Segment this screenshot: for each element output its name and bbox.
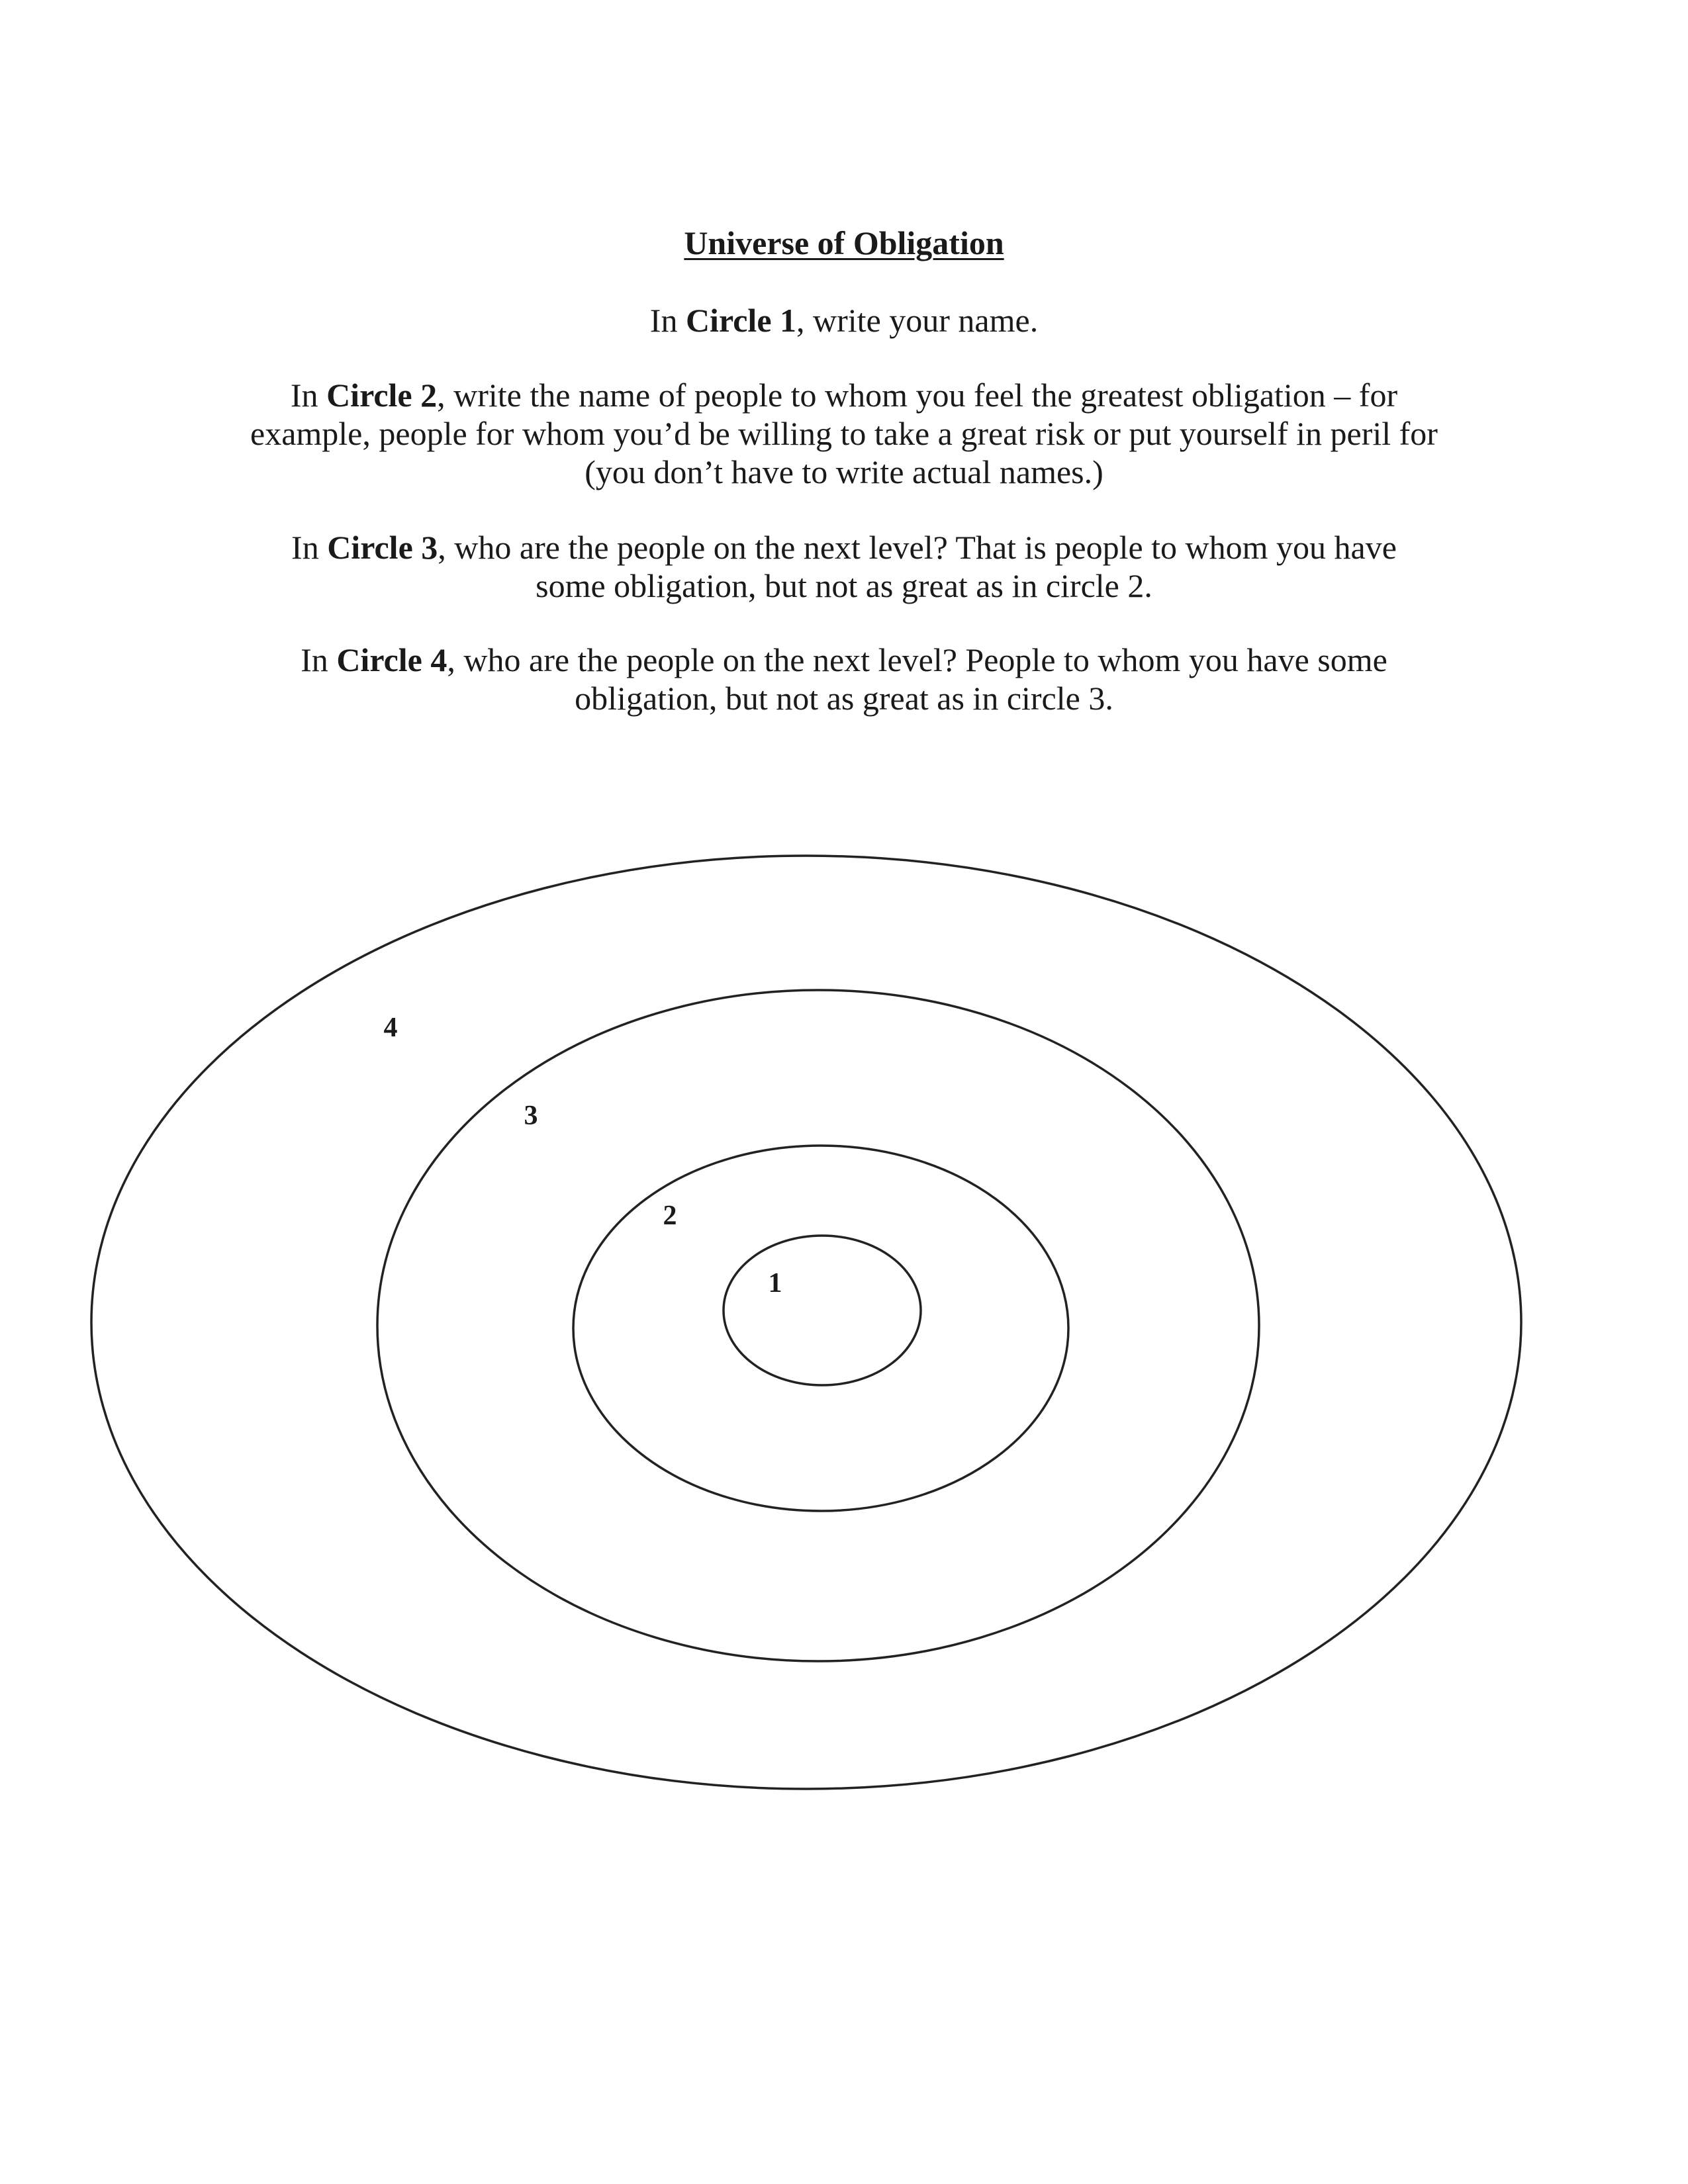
instruction-text: , who are the people on the next level? People to whom you have some — [447, 641, 1387, 678]
instruction-text: , who are the people on the next level? That is people to whom you have — [438, 529, 1397, 566]
circle-2-label: 2 — [663, 1201, 677, 1231]
instruction-prefix: In — [301, 641, 337, 678]
instruction-circle-label: Circle 3 — [327, 529, 438, 566]
circle-2-ring — [573, 1146, 1068, 1511]
instruction-text: , write your name. — [796, 302, 1039, 339]
instruction-circle-label: Circle 1 — [685, 302, 797, 339]
circle-4-ring — [91, 856, 1521, 1789]
instruction-text: , write the name of people to whom you feel the greatest obligation – for — [437, 377, 1398, 414]
circle-1-ring — [724, 1236, 921, 1385]
instruction-line: example, people for whom you’d be willing to take a great risk or put yourself in peril for — [250, 415, 1438, 452]
instruction-prefix: In — [649, 302, 686, 339]
instruction-line: some obligation, but not as great as in circle 2. — [536, 567, 1152, 604]
instruction-circle-label: Circle 4 — [336, 641, 447, 678]
circle-3-ring — [377, 990, 1259, 1661]
instruction-prefix: In — [290, 377, 327, 414]
circle-3-label: 3 — [524, 1101, 538, 1131]
instruction-circle-label: Circle 2 — [326, 377, 438, 414]
circle-1-label: 1 — [768, 1268, 782, 1298]
instruction-line: obligation, but not as great as in circle 3. — [575, 680, 1113, 717]
instruction-line: (you don’t have to write actual names.) — [585, 453, 1103, 490]
instruction-prefix: In — [291, 529, 328, 566]
circle-4-label: 4 — [383, 1013, 398, 1043]
page-title: Universe of Obligation — [684, 224, 1004, 261]
